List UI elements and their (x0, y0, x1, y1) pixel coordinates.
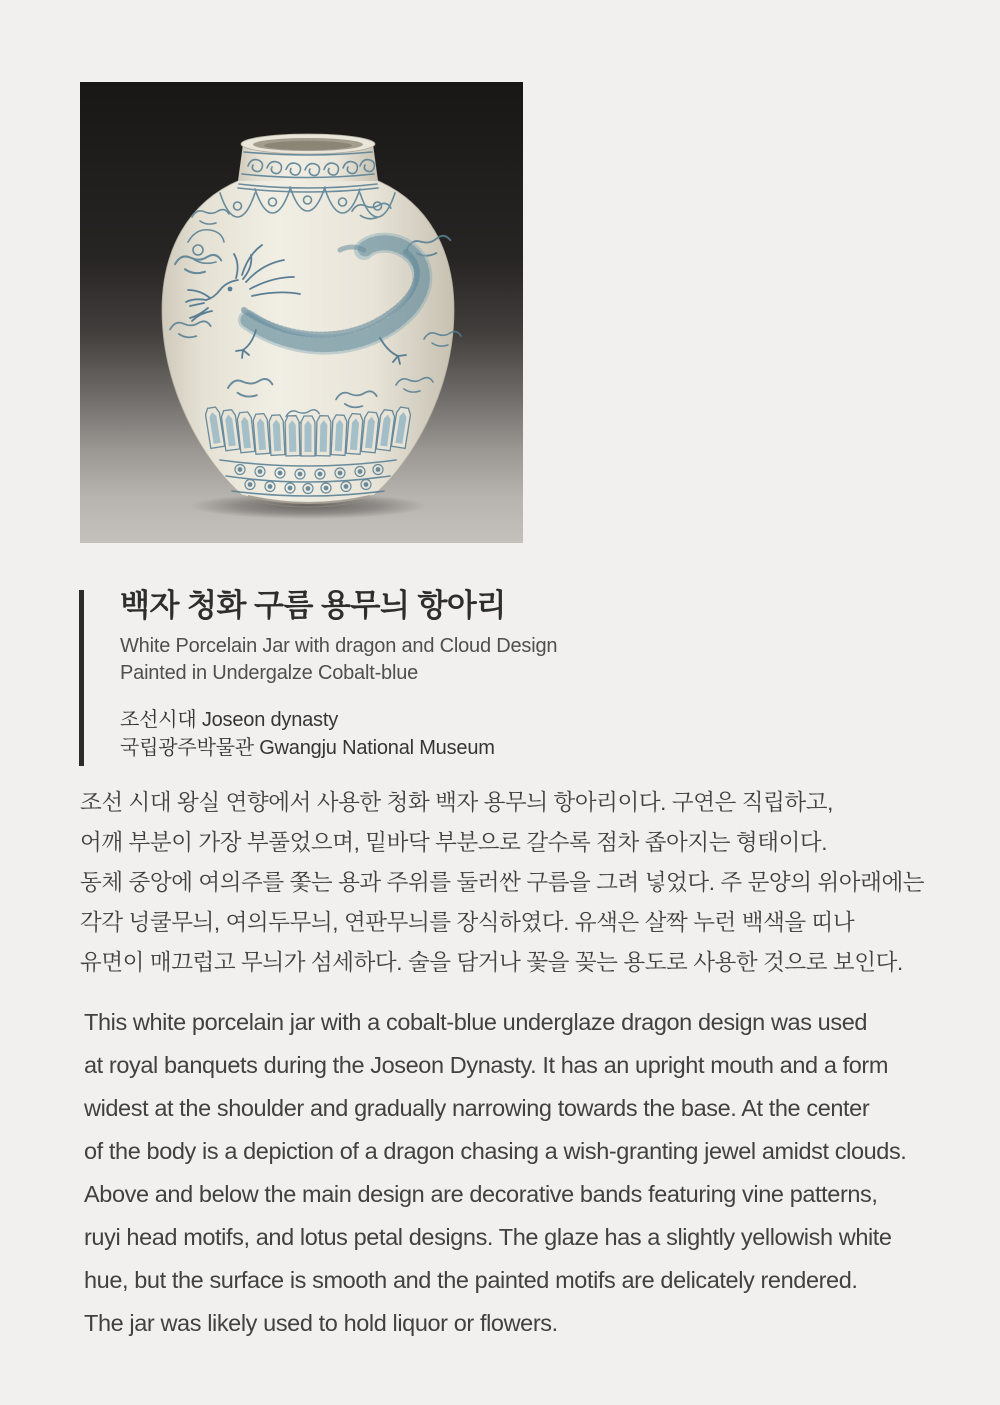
title-accent-bar (79, 590, 84, 766)
page-title-english: White Porcelain Jar with dragon and Cloud Design Painted in Undergalze Cobalt-blue (120, 635, 558, 684)
jar-illustration (80, 82, 523, 543)
artifact-photo (80, 82, 523, 543)
page-title-korean: 백자 청화 구름 용무늬 항아리 (120, 588, 506, 623)
title-block (79, 588, 779, 762)
description-english: This white porcelain jar with a cobalt-blue underglaze dragon design was used at royal banquets during the Joseon Dynasty. It has an upright mouth and a form widest at the shoulder and gradually narrowing towards the base. At the center of the body is a depiction of a dragon chasing a wish-granting jewel amidst clouds. Above and below the main design are decorative bands featuring vine patterns, ruyi head motifs, and lotus petal designs. The glaze has a slightly yellowish white hue, but the surface is smooth and the painted motifs are delicately rendered. The jar was likely used to hold liquor or flowers. (84, 1009, 907, 1336)
provenance-dynasty-museum: 조선시대 Joseon dynasty 국립광주박물관 Gwangju National Museum (120, 709, 495, 759)
description-korean: 조선 시대 왕실 연향에서 사용한 청화 백자 용무늬 항아리이다. 구연은 직립하고, 어깨 부분이 가장 부풀었으며, 밑바닥 부분으로 갈수록 점차 좁아지는 형태이다. 동체 중앙에 여의주를 쫓는 용과 주위를 둘러싼 구름을 그려 넣었다. 주 문양의 위아래에는 각각 넝쿨무늬, 여의두무늬, 연판무늬를 장식하였다. 유색은 살짝 누런 백색을 띠나 유면이 매끄럽고 무늬가 섬세하다. 술을 담거나 꽃을 꽂는 용도로 사용한 것으로 보인다. (80, 790, 925, 975)
